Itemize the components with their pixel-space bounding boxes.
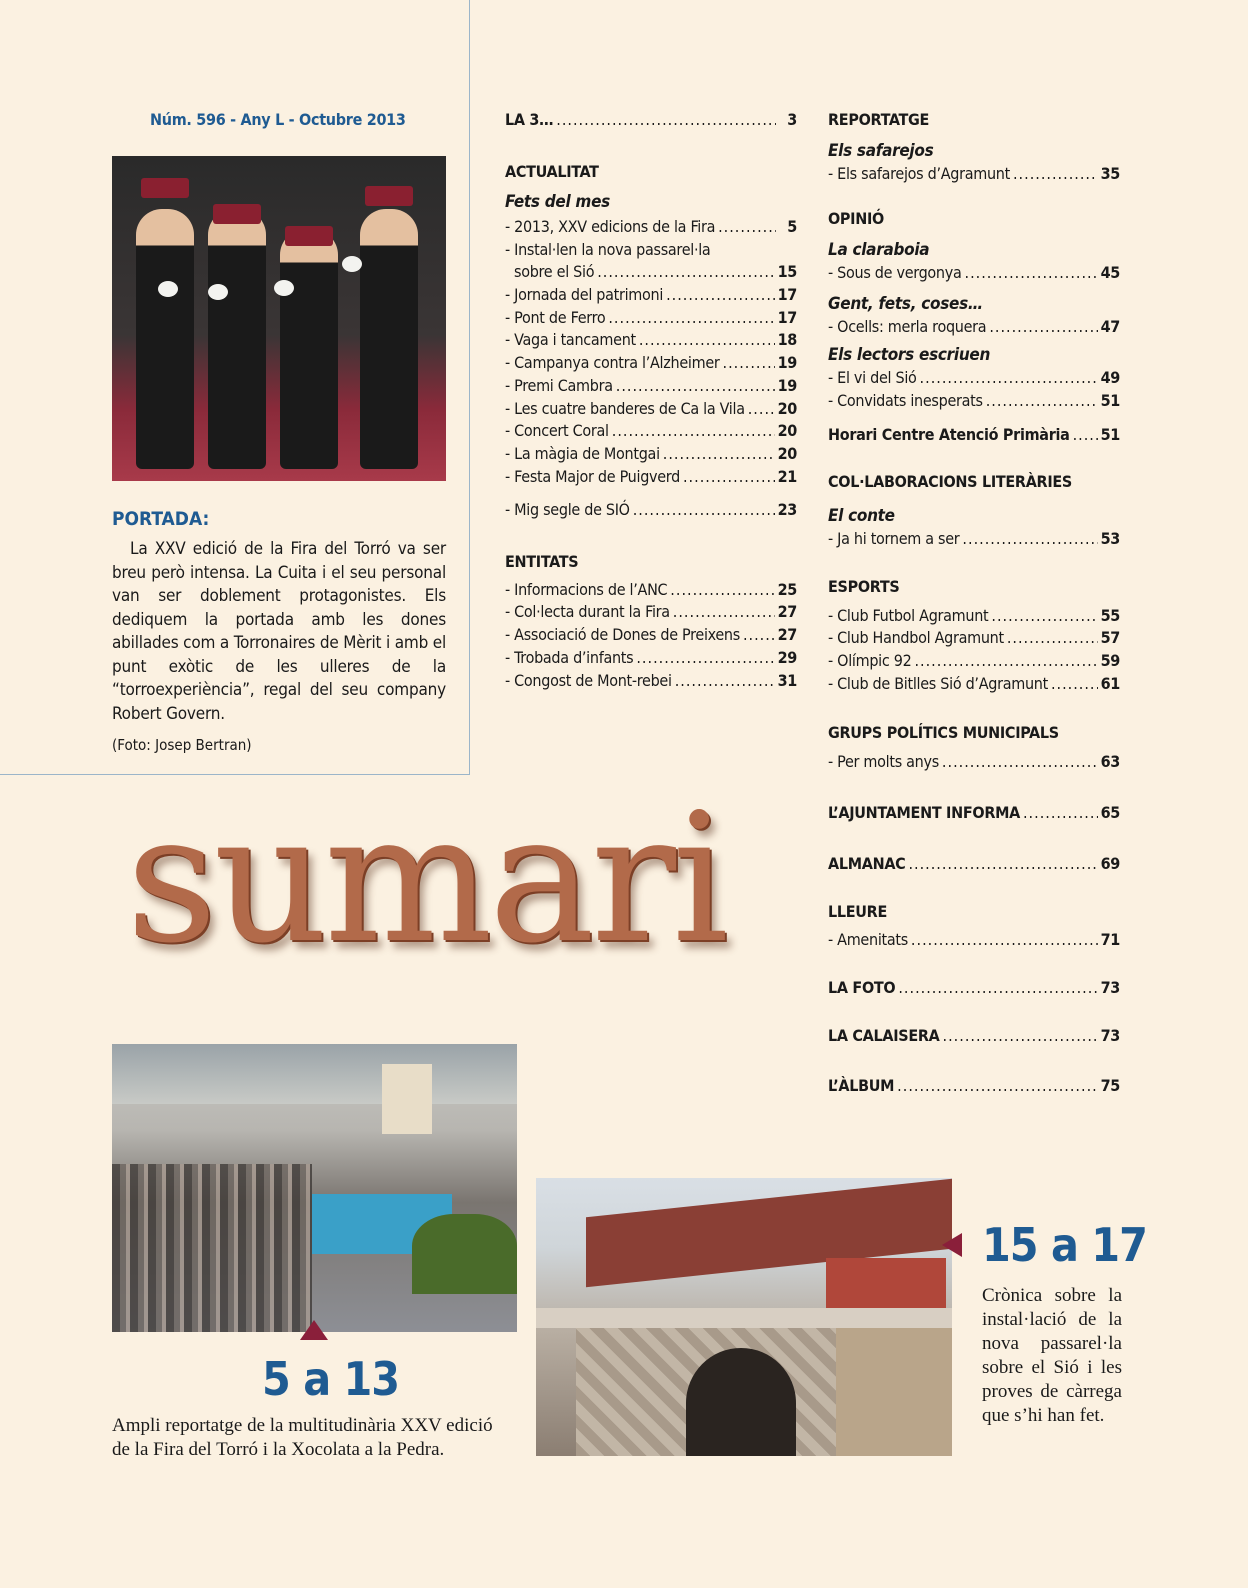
toc-title: - El vi del Sió — [828, 368, 917, 387]
toc-title: - Convidats inesperats — [828, 391, 983, 410]
toc-title: - Congost de Mont-rebei — [505, 671, 672, 690]
toc-page: 19 — [777, 376, 797, 395]
feature-caption: Crònica sobre la instal·lació de la nova passarel·la sobre el Sió i les proves de càrrega que s’hi han fet. — [982, 1285, 1122, 1426]
feature-caption: Ampli reportatge de la multitudinària XXV edició de la Fira del Torró i la Xocolata a la Pedra. — [112, 1415, 493, 1460]
toc-row[interactable] — [505, 421, 797, 440]
toc-row[interactable] — [828, 752, 1120, 771]
toc-row-ajuntament[interactable] — [828, 803, 1120, 822]
toc-title: - Concert Coral — [505, 421, 609, 440]
toc-page: 61 — [1100, 674, 1120, 693]
toc-row[interactable] — [828, 606, 1120, 625]
toc-row[interactable] — [505, 217, 797, 236]
toc-row-album[interactable] — [828, 1076, 1120, 1095]
pointer-arrow-icon — [942, 1233, 962, 1257]
toc-row[interactable] — [505, 467, 797, 486]
toc-row[interactable] — [505, 399, 797, 418]
section-heading-entitats: ENTITATS — [505, 552, 579, 571]
section-heading-opinio: OPINIÓ — [828, 209, 884, 228]
toc-row[interactable] — [828, 651, 1120, 670]
toc-row[interactable] — [505, 500, 797, 519]
portada-text: La XXV edició de la Fira del Torró va ser breu però intensa. La Cuita i el seu personal van ser doblement protagonistes. Els dediquem la portada amb les dones abillades com a Torronaires de Mèrit i amb el punt exòtic de les ulleres de la “torroexperiència”, regal del seu company Robert Govern. — [112, 539, 447, 724]
section-heading-lleure: LLEURE — [828, 902, 887, 921]
toc-page: 15 — [777, 262, 797, 281]
toc-page: 21 — [777, 467, 797, 486]
toc-right-column — [828, 0, 1120, 1100]
sumari-title: sumari — [126, 775, 725, 982]
toc-row[interactable] — [514, 262, 797, 281]
toc-title: - Olímpic 92 — [828, 651, 912, 670]
toc-page: 69 — [1100, 854, 1120, 873]
toc-page: 35 — [1100, 164, 1120, 183]
section-heading-actualitat: ACTUALITAT — [505, 162, 599, 181]
toc-row[interactable] — [828, 930, 1120, 949]
toc-page: 55 — [1100, 606, 1120, 625]
section-heading-grups: GRUPS POLÍTICS MUNICIPALS — [828, 723, 1059, 742]
toc-title: - Vaga i tancament — [505, 330, 636, 349]
issue-line: Núm. 596 - Any L - Octubre 2013 — [150, 110, 406, 129]
fair-photo[interactable] — [112, 1044, 517, 1332]
toc-row-foto[interactable] — [828, 978, 1120, 997]
toc-title: - Ocells: merla roquera — [828, 317, 987, 336]
toc-page: 27 — [777, 602, 797, 621]
toc-page: 3 — [787, 110, 797, 129]
toc-title: - Associació de Dones de Preixens — [505, 625, 740, 644]
toc-title: LA CALAISERA — [828, 1026, 940, 1045]
toc-title: - Els safarejos d’Agramunt — [828, 164, 1010, 183]
toc-row[interactable] — [505, 308, 797, 327]
toc-page: 73 — [1100, 978, 1120, 997]
subsection: El conte — [828, 506, 895, 526]
pointer-arrow-icon — [300, 1320, 328, 1340]
toc-title: - Pont de Ferro — [505, 308, 606, 327]
toc-row-horari[interactable] — [828, 425, 1120, 444]
toc-row-calaisera[interactable] — [828, 1026, 1120, 1045]
toc-title: - Campanya contra l’Alzheimer — [505, 353, 720, 372]
toc-title: Horari Centre Atenció Primària — [828, 425, 1070, 444]
feature-pages-5-13: 5 a 13 — [262, 1352, 400, 1406]
toc-title: - Club Futbol Agramunt — [828, 606, 989, 625]
toc-title: - Sous de vergonya — [828, 263, 962, 282]
toc-row[interactable] — [828, 674, 1120, 693]
toc-title: LA 3… — [505, 110, 554, 129]
toc-row[interactable] — [505, 376, 797, 395]
toc-page: 51 — [1100, 425, 1120, 444]
toc-row[interactable] — [505, 353, 797, 372]
toc-title: - Les cuatre banderes de Ca la Vila — [505, 399, 745, 418]
subsection: Els lectors escriuen — [828, 345, 991, 365]
photo-credit: (Foto: Josep Bertran) — [112, 736, 252, 754]
toc-title: - La màgia de Montgai — [505, 444, 660, 463]
toc-page: 17 — [777, 285, 797, 304]
toc-title: - Mig segle de SIÓ — [505, 500, 630, 519]
toc-title: - Amenitats — [828, 930, 908, 949]
toc-title: - Ja hi tornem a ser — [828, 529, 960, 548]
toc-page: 27 — [777, 625, 797, 644]
bridge-photo[interactable] — [536, 1178, 952, 1456]
toc-row[interactable] — [505, 625, 797, 644]
toc-row[interactable]: - Instal·len la nova passarel·la — [505, 240, 711, 259]
toc-title: - Festa Major de Puigverd — [505, 467, 680, 486]
toc-title: - Premi Cambra — [505, 376, 613, 395]
toc-middle-column — [505, 0, 797, 700]
toc-page: 20 — [777, 444, 797, 463]
toc-page: 17 — [777, 308, 797, 327]
toc-row[interactable] — [505, 671, 797, 690]
toc-page: 59 — [1100, 651, 1120, 670]
toc-row[interactable] — [505, 648, 797, 667]
feature-pages-15-17: 15 a 17 — [982, 1218, 1147, 1272]
toc-title: - 2013, XXV edicions de la Fira — [505, 217, 716, 236]
toc-row[interactable] — [505, 285, 797, 304]
toc-title: LA FOTO — [828, 978, 896, 997]
toc-page: 25 — [777, 580, 797, 599]
toc-page: 51 — [1100, 391, 1120, 410]
toc-page: 18 — [777, 330, 797, 349]
toc-row[interactable] — [828, 628, 1120, 647]
toc-row[interactable] — [828, 529, 1120, 548]
subsection: Gent, fets, coses… — [828, 294, 983, 314]
toc-title: - Col·lecta durant la Fira — [505, 602, 670, 621]
toc-page: 23 — [777, 500, 797, 519]
toc-page: 73 — [1100, 1026, 1120, 1045]
toc-title: L’AJUNTAMENT INFORMA — [828, 803, 1020, 822]
toc-title: - Per molts anys — [828, 752, 939, 771]
subsection-fets-del-mes: Fets del mes — [505, 192, 610, 212]
subsection: La claraboia — [828, 240, 930, 260]
toc-page: 53 — [1100, 529, 1120, 548]
toc-page: 75 — [1100, 1076, 1120, 1095]
toc-page: 31 — [777, 671, 797, 690]
toc-title: ALMANAC — [828, 854, 906, 873]
toc-page: 45 — [1100, 263, 1120, 282]
toc-title: - Informacions de l’ANC — [505, 580, 668, 599]
toc-page: 47 — [1100, 317, 1120, 336]
section-heading-esports: ESPORTS — [828, 577, 900, 596]
toc-row[interactable] — [505, 580, 797, 599]
toc-page: 20 — [777, 421, 797, 440]
toc-title: - Trobada d’infants — [505, 648, 634, 667]
toc-row-almanac[interactable] — [828, 854, 1120, 873]
section-heading-colaboracions: COL·LABORACIONS LITERÀRIES — [828, 472, 1072, 491]
toc-title: - Club de Bitlles Sió d’Agramunt — [828, 674, 1048, 693]
toc-row[interactable] — [828, 164, 1120, 183]
toc-page: 63 — [1100, 752, 1120, 771]
toc-page: 49 — [1100, 368, 1120, 387]
toc-page: 71 — [1100, 930, 1120, 949]
toc-row[interactable] — [505, 330, 797, 349]
toc-row[interactable] — [828, 368, 1120, 387]
toc-title: - Jornada del patrimoni — [505, 285, 664, 304]
toc-row-la3[interactable] — [505, 110, 797, 129]
toc-row[interactable] — [505, 602, 797, 621]
toc-page: 5 — [787, 217, 797, 236]
portada-heading: PORTADA: — [112, 508, 210, 530]
toc-page: 19 — [777, 353, 797, 372]
toc-title: sobre el Sió — [514, 262, 595, 281]
toc-row[interactable] — [828, 263, 1120, 282]
cover-photo — [112, 156, 446, 481]
toc-page: 29 — [777, 648, 797, 667]
toc-page: 57 — [1100, 628, 1120, 647]
toc-title: L’ÀLBUM — [828, 1076, 895, 1095]
toc-title: - Club Handbol Agramunt — [828, 628, 1004, 647]
toc-row[interactable] — [828, 391, 1120, 410]
toc-page: 65 — [1100, 803, 1120, 822]
toc-row[interactable] — [828, 317, 1120, 336]
toc-page: 20 — [777, 399, 797, 418]
toc-row[interactable] — [505, 444, 797, 463]
section-heading-reportatge: REPORTATGE — [828, 110, 930, 129]
subsection: Els safarejos — [828, 141, 934, 161]
